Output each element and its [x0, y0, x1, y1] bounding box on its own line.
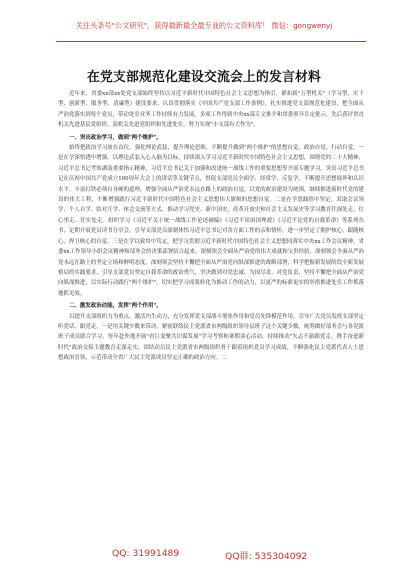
header-divider: [56, 41, 366, 42]
section-1-paragraph: 始终把政治学习放在首位，强化理论武装，提升理论思维，不断提升做到"两个维护"的思想自觉、政治自觉、行动自觉。一是在学深悟透中增强。以理论武装入心入脑为目标，持续深入学习习近平新时代中国特色社会主义思想，围绕党的二十大精神、习近平总书记考察湖南重要指示精神，习近平总书记关于加强和改进统一战线工作的重要思想等开展专题学习，突出习近平总书记在庆祝中国共产党成立100周年大会上的讲话等关键节点，督促支部党员全面学、经常学、反复学，不断提升思想境界和认识水平。丰富打铁必须自身硬的道理，增强全面从严治党永远在路上的政治自觉，以党的政治建设为统领，继续推进新时代党的建设的伟大工程，不断增强践行习近平新时代中国特色社会主义思想伟大旗帜的思想自觉。二是在学思践悟中坚定。采取会议领学、个人自学、结对互学、体会交流等方式，推动学习党史、新中国史、改革开放史和社会主义发展史等学习教育往深处走，往心里走、往实处走。组织学习《习近平关于统一战线工作论述摘编》《习近平谈治国理政》《习近平论党的自我革命》等系列丛书，定期开展党员读书分享会，引导支部党员深刻体悟习近平总书记对各方面工作的亲和情怀，进一步坚定了拥护核心、跟随核心、捍卫核心的自觉。三是在学以致用中笃定。把学习贯彻习近平新时代中国特色社会主义思想同落实中央xx工作会议精神，省委xx工作领导小组会议精神和部务会的决策部署结合起来，深刻领会全面从严治党的伟大成就和宝贵经验，深刻领会全面从严治党永远在路上的坚定立场和鲜明态度，深刻领会坚持不懈把全面从严治党向纵深推进的战略部署，科学把握新发展阶段全新发展格局的实践要求，引导支部党员坚定自我革命的政治勇气，坚决做到对党忠诚、为国尽责、对党负责，坚持不懈把全面从严治党向纵深推进，以实际行动践行"两个维护"，切实把学习成果转化为推动工作的动力，以更严的标准更实的举措推进处室工作抓落地抓见效。: [58, 145, 364, 297]
footer-qq-group: QQ群: 535304092: [225, 551, 308, 562]
document-title: 在党支部规范化建设交流会上的发言材料: [87, 70, 321, 85]
top-promo-banner: 关注头条号"公文研究"，获得最新最全最专业的公文资料库！ 微信：gongwenyj: [75, 21, 333, 30]
section-heading-2: 二、激发政治动能，发挥"两个作用"。: [69, 303, 162, 310]
section-heading-1: 一、突出政治学习，做到"两个维护"。: [69, 134, 162, 141]
footer-contact: [0, 548, 408, 564]
section-2-paragraph: 以提升支部组织力为重点，激活内生动力，充分发挥党支部战斗堡垒作用和党员先锋模范作用，引导广大党员发挥支部坚定听党话、跟党走。一是用关键少数来带动。紧密联络民主党派省市两级组织领导层班子这个关键少数，统筹做好部务会与各党派班子成员联合学习，每年赴外地开展"看巨变聚共识谋发展"学习考察和暑期谈心活动，持续推动"矢志不渝跟党走、携手奋进新时代"政治交接主题教育走深走实，团结动员民主党派省市两级组织骨干跟着组织党员学习成绩，不断强化民主党派代表人士思想政治引领，示范带动全省广大民主党派成员坚定正确的政治方向。二: [58, 313, 364, 362]
intro-paragraph: 近年来，省委xx部xx处党支部始终坚持以习近平新时代中国特色社会主义思想为指引，紧扣新"五型机关"（学习型、实干型、创新型、服务型、清廉型）建设要求，认真贯彻落实《中国共产党支部工作条例》，扎实推进党支部规范化建设，把全面从严治党落实到每个党员，带动处室业务工作持续有力发展，多项工作得到中央xx部专文推介和省委领导肯定批示，先后获评省直机关先进基层党组织、部机关先进党组织和先进处室，努力实现"小支部有大作为"。: [58, 91, 364, 129]
footer-qq: QQ: 31991489: [112, 548, 180, 559]
document-body: [58, 89, 364, 364]
